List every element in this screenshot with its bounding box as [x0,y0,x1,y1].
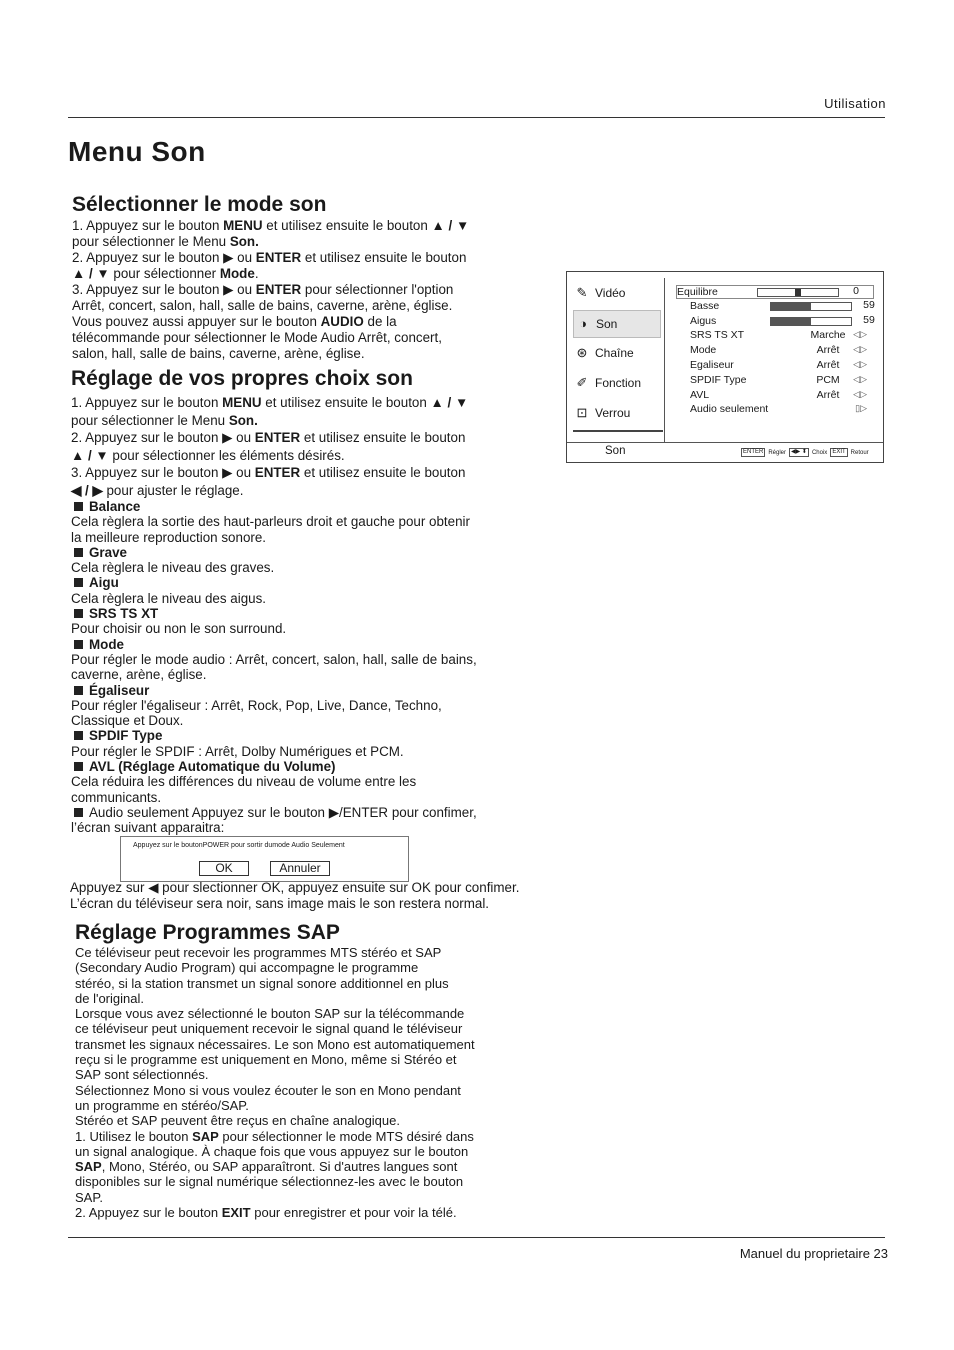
menu-row-avl[interactable] [690,389,875,403]
section1-heading: Sélectionner le mode son [72,193,327,216]
section3-line: de l'original. [75,990,144,1006]
menu-category-label: Chaîne [595,346,634,360]
feature-item-desc: Cela règlera la sortie des haut-parleurs droit et gauche pour obtenir [71,514,470,530]
audio-only-dialog [120,836,409,882]
enter-arrow-icon: ▯▷ [855,403,867,414]
section3-line: Stéréo et SAP peuvent être reçus en chaîne analogique. [75,1113,400,1129]
menu-category-fonction[interactable] [573,370,659,396]
balance-knob[interactable] [795,289,801,296]
bullet-square-icon [74,640,83,649]
after-dialog-line: L’écran du téléviseur sera noir, sans image mais le son restera normal. [70,896,490,911]
footer-page: Manuel du proprietaire 23 [739,1246,888,1261]
menu-row-label: Audio seulement [690,403,769,416]
section1-line: Vous pouvez aussi appuyer sur le bouton AUDIO de la [72,314,397,329]
menu-category-label: Verrou [595,406,631,420]
feature-item-title: Aigu [71,575,561,590]
enter-key: ENTER [743,449,764,455]
feature-item-desc: Pour régler le SPDIF : Arrêt, Dolby Numérigues et PCM. [71,743,404,759]
feature-item-desc: Pour régler l'égaliseur : Arrêt, Rock, Pop, Live, Dance, Techno, [71,697,442,713]
section3-line: disponibles sur le signal numérique sélectionnez-les avec le bouton [75,1174,464,1190]
section2-line: 2. Appuyez sur le bouton ▶ ou ENTER et utilisez ensuite le bouton [71,430,466,445]
menu-row-label: SRS TS XT [690,329,745,342]
section2-body [71,394,551,499]
feature-item-title: Balance [71,499,561,514]
section3-line: Ce téléviseur peut recevoir les programmes MTS stéréo et SAP [75,945,442,960]
section3-line: SAP, Mono, Stéréo, ou SAP apparaîtront. Si d'autres langues sont [75,1159,458,1175]
section3-line: 1. Utilisez le bouton SAP pour sélectionner le mode MTS désiré dans [75,1128,474,1144]
menu-category-label: Son [596,317,618,331]
left-right-arrows-icon: ◁▷ [853,359,867,369]
section2-line: 1. Appuyez sur le bouton MENU et utilisez ensuite le bouton ▲ / ▼ [71,395,469,410]
section3-line: transmet les signaux nécessaires. Le son Mono est automatiquement [75,1036,475,1052]
menu-row-label: Equilibre [677,286,718,298]
menu-row-aigus[interactable] [690,315,875,329]
section1-line: salon, hall, salle de bains, caverne, arène, église. [72,346,365,361]
bullet-square-icon [74,808,83,817]
feature-item-title: AVL (Réglage Automatique du Volume) [71,759,561,774]
menu-row-label: Basse [690,299,720,312]
menu-row-label: Aigus [690,314,717,327]
header-section: Utilisation [824,96,886,111]
section3-line: 2. Appuyez sur le bouton EXIT pour enregistrer et pour voir la télé. [75,1205,457,1221]
audio-only-note: Audio seulement Appuyez sur le bouton ▶/ENTER pour confimer, [71,805,561,820]
menu-left-underline [573,430,663,432]
section2-items [71,499,561,836]
section1-line: 2. Appuyez sur le bouton ▶ ou ENTER et utilisez ensuite le bouton [72,250,467,265]
help-choix: Choix [811,449,828,456]
menu-divider [664,278,665,442]
menu-row-value: Arrêt [816,359,840,371]
menu-row-srs-ts-xt[interactable] [690,329,875,343]
left-right-arrows-icon: ◁▷ [853,373,867,384]
section3-heading: Réglage Programmes SAP [75,921,340,944]
section1-line: pour sélectionner le Menu Son. [72,234,259,249]
speaker-icon: ◑ [579,316,587,331]
video-icon: ✎ [576,285,588,300]
header-rule [68,117,885,118]
menu-row-value: Arrêt [816,388,840,401]
menu-row-mode[interactable] [690,344,875,358]
section3-line: ce téléviseur peut uniquement recevoir le signal quand le téléviseur [75,1021,463,1037]
menu-row-value: PCM [816,373,840,386]
feature-item-title: Mode [71,637,561,652]
bullet-square-icon [74,609,83,618]
section3-body [75,945,545,1220]
feature-item-desc: Cela règlera le niveau des graves. [71,560,275,576]
feature-item-title: Égaliseur [71,683,561,698]
menu-row-basse[interactable] [690,300,875,314]
feature-item-desc: Cela règlera le niveau des aigus. [71,590,267,606]
feature-item-title: Grave [71,545,561,560]
menu-row-egaliseur[interactable] [690,359,875,373]
menu-row-label: Egaliseur [690,359,734,371]
help-regler: Régler [768,449,787,456]
feature-item-desc: Pour régler le mode audio : Arrêt, concert, salon, hall, salle de bains, [71,651,477,667]
section3-line: un signal analogique. À chaque fois que vous appuyez sur le bouton [75,1143,469,1159]
menu-row-label: Mode [690,344,717,357]
feature-item-desc: communicants. [71,789,162,805]
menu-row-audio-seulement[interactable] [690,403,875,417]
dialog-message: Appuyez sur le boutonPOWER pour sortir dumode Audio Seulement [133,842,345,849]
menu-row-value: Arrêt [816,344,840,357]
menu-category-label: Vidéo [595,286,626,300]
section1-line: télécommande pour sélectionner le Mode Audio Arrêt, concert, [72,330,442,345]
level-value: 59 [863,298,875,311]
channel-icon: ⊛ [576,345,588,360]
feature-item-desc: Classique et Doux. [71,713,184,729]
bullet-square-icon [74,686,83,695]
menu-category-son[interactable] [573,310,661,338]
feature-item-desc: Cela réduira les différences du niveau de volume entre les [71,774,417,790]
section2-heading: Réglage de vos propres choix son [71,367,413,390]
bullet-square-icon [74,731,83,740]
menu-row-label: AVL [690,388,710,401]
section2-line: pour sélectionner le Menu Son. [71,412,258,428]
section2-line: ◀ / ▶ pour ajuster le réglage. [71,482,244,498]
menu-category-chaîne[interactable] [573,340,659,366]
level-slider[interactable] [770,302,852,311]
menu-row-value: Marche [810,329,846,342]
level-fill [771,318,811,325]
menu-category-vidéo[interactable] [573,280,659,306]
level-slider[interactable] [770,317,852,326]
left-right-arrows-icon: ◁▷ [853,344,867,355]
left-right-arrows-icon: ◁▷ [853,329,867,340]
menu-row-label: SPDIF Type [690,373,747,386]
section3-line: reçu si le programme est uniquement en Mono, même si Stéréo et [75,1052,457,1068]
function-icon: ✐ [576,375,588,390]
level-value: 59 [863,313,875,326]
menu-footer-label: Son [605,445,626,457]
section2-line: 3. Appuyez sur le bouton ▶ ou ENTER et utilisez ensuite le bouton [71,465,466,480]
menu-row-equilibre[interactable] [676,285,874,299]
after-dialog-line: Appuyez sur ◀ pour slectionner OK, appuyez ensuite sur OK pour confimer. [70,880,520,895]
section1-line: ▲ / ▼ pour sélectionner Mode. [72,266,259,281]
footer-rule [68,1237,885,1238]
bullet-square-icon [74,762,83,771]
section3-line: SAP. [75,1189,103,1205]
section2-line: ▲ / ▼ pour sélectionner les éléments désirés. [71,447,345,463]
section1-line: Arrêt, concert, salon, hall, salle de bains, caverne, arène, église. [72,298,453,313]
audio-only-note: l’écran suivant apparaitra: [71,820,225,836]
section1-body [72,218,552,362]
lock-icon: ⊡ [576,405,588,420]
left-right-arrows-icon: ◁▷ [853,388,867,399]
section1-line: 1. Appuyez sur le bouton MENU et utilisez ensuite le bouton ▲ / ▼ [72,218,470,233]
level-fill [771,303,811,310]
page-title: Menu Son [68,136,206,167]
bullet-square-icon [74,578,83,587]
arrows-key-icon: ◀▶ ⬍ [791,449,807,455]
ok-button[interactable]: OK [199,861,249,876]
section3-line: stéréo, si la station transmet un signal sonore additionnel en plus [75,975,449,991]
level-value: 0 [853,285,859,297]
level-slider[interactable] [757,288,839,297]
section3-line: Sélectionnez Mono si vous voulez écouter le son en Mono pendant [75,1082,461,1098]
help-retour: Retour [850,449,869,456]
cancel-button[interactable]: Annuler [270,861,330,876]
menu-footer-divider [567,442,883,443]
exit-key: EXIT [832,449,846,455]
menu-row-spdif-type[interactable] [690,374,875,388]
section1-line: 3. Appuyez sur le bouton ▶ ou ENTER pour sélectionner l'option [72,282,454,297]
section3-line: un programme en stéréo/SAP. [75,1097,249,1113]
feature-item-title: SRS TS XT [71,606,561,621]
menu-category-verrou[interactable] [573,400,659,426]
feature-item-desc: caverne, arène, église. [71,667,207,683]
bullet-square-icon [74,548,83,557]
feature-item-desc: Pour choisir ou non le son surround. [71,621,287,637]
menu-category-label: Fonction [595,376,642,390]
feature-item-title: SPDIF Type [71,728,561,743]
section3-line: (Secondary Audio Program) qui accompagne le programme [75,960,419,976]
section3-line: Lorsque vous avez sélectionné le bouton SAP sur la télécommande [75,1006,465,1022]
tv-sound-menu [566,271,884,463]
bullet-square-icon [74,502,83,511]
section3-line: SAP sont sélectionnés. [75,1067,209,1083]
menu-help-bar [741,448,869,457]
feature-item-desc: la meilleure reproduction sonore. [71,529,267,545]
after-dialog-text [70,880,630,912]
